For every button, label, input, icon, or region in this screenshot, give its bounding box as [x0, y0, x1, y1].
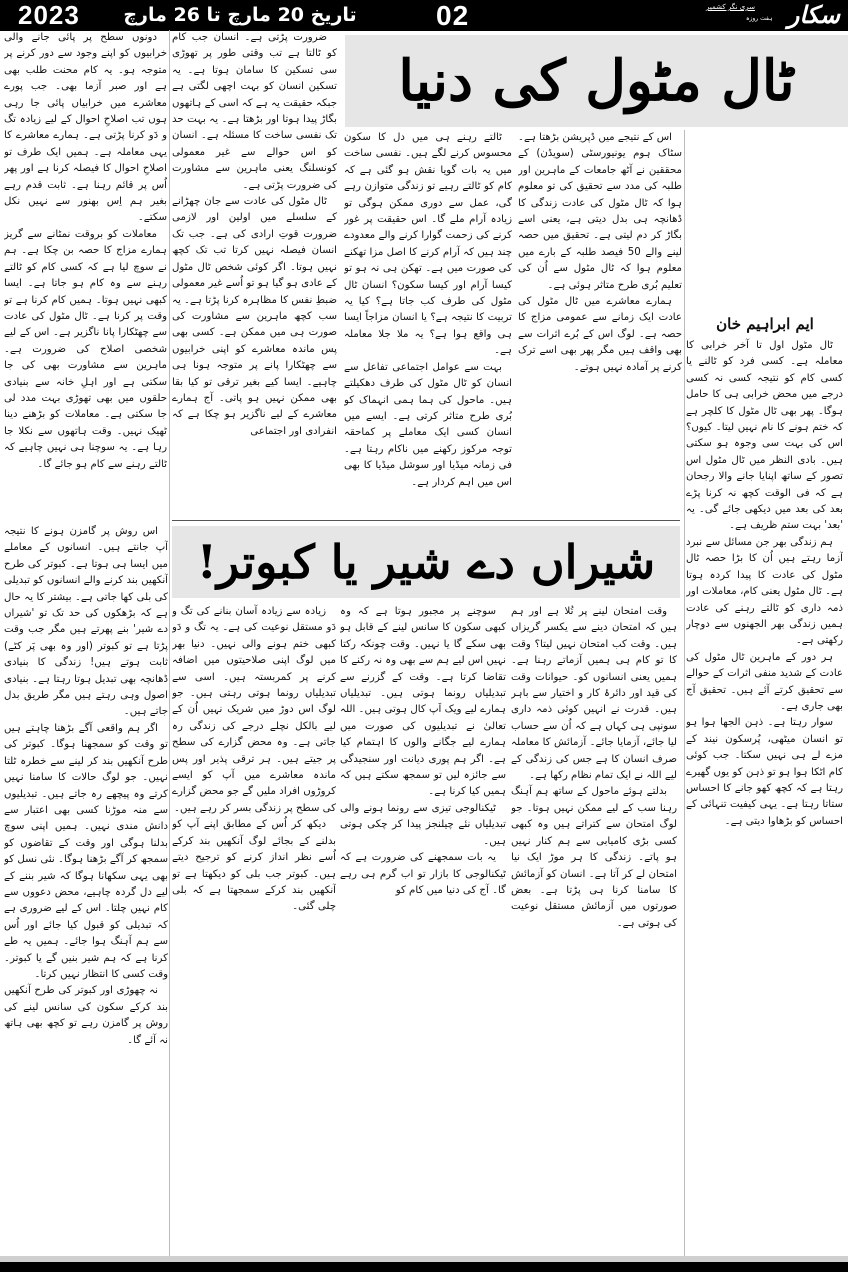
article2-paragraph: سوچنے پر مجبور ہوتا ہے کہ وہ کبھی سکون کا سانس لینے کے قابل ہو بھی سکے گا یا نہیں۔ وقت چونکہ رکتا نہیں اس لیے ہم سے بھی وہ نہ رکنے کا تقاضا کرتا ہے۔ وقت کے گزرنے سے تبدیلیاں رونما ہوتی ہیں۔ تبدیلیاں ہمارے لیے ویک اَپ کال ہوتی ہیں۔ اللہ تعالیٰ نے تبدیلیوں کی صورت میں ہمارے لیے جگانے والوں کا اہتمام کیا ہے۔ اگر ہم پوری دیانت اور سنجیدگی سے جائزہ لیں تو سمجھ سکتے ہیں کہ ہمیں کیا کرنا ہے۔ — [340, 606, 506, 798]
masthead-bar — [0, 0, 848, 31]
article1-headline: ٹال مٹول کی دنیا — [345, 35, 848, 127]
article1-column-1-text — [686, 338, 843, 1256]
article1-column-3 — [344, 130, 512, 512]
article1-paragraph: ٹالتے رہنے ہی میں دل کا سکون محسوس کرنے لگے ہیں۔ نفسی ساخت میں یہ بات گویا نقش ہو گئی ہے کہ کام کو ٹالتے رہیے تو زندگی متوازن رہے گی، عمل سے دوری ممکن ہوگی تو زیادہ آرام ملے گا۔ اس حقیقت پر غور کرنے کی زحمت گوارا کرنے والے معدودے چند ہیں کہ آرام کرنے کا اصل مزا تھکنے کی صورت میں ہے۔ تھکن ہی نہ ہو تو کیسا آرام اور کیسا سکون؟ انسان ٹال مٹول کی طرف کب جاتا ہے؟ کیا یہ تربیت کا نتیجہ ہے؟ یا انسان مزاجاً ایسا ہی واقع ہوا ہے؟ یہ ملا جلا معاملہ ہے۔ — [344, 132, 512, 357]
article1-paragraph: بہت سے عوامل اجتماعی تفاعل سے انسان کو ٹال مٹول کی طرف دھکیلتے ہیں۔ ماحول کی ہما ہمی انہماک کو بُری طرح متاثر کرتی ہے۔ ایسے میں انسان کسی ایک معاملے پر کماحقہ توجہ مرکوز رکھنے میں ناکام رہتا ہے۔ فی زمانہ میڈیا اور سوشل میڈیا کا بھی اس میں اہم کردار ہے۔ — [344, 361, 512, 488]
article2-column-3 — [172, 604, 336, 1244]
article1-paragraph: ہمارے معاشرے میں ٹال مٹول کی عادت ایک زمانے سے عمومی مزاج کا حصہ ہے۔ لوگ اس کے بُرے اثرات سے بھی واقف ہیں مگر پھر بھی اسے ترک کرنے پر آمادہ نہیں ہوتے۔ — [518, 296, 682, 373]
article1-paragraph: سوار رہتا ہے۔ ذہن الجھا ہوا ہو تو انسان میٹھی، پُرسکون نیند کے مزے لے ہی نہیں سکتا۔ جب کوئی کام اٹکا ہوا ہو تو ذہن کو یوں گھیرے رہتا ہے کہ کچھ کھو جانے کا احساس ستاتا رہتا ہے۔ یہی کیفیت تنہائی کے احساس کو بڑھاوا دیتی ہے۔ — [686, 717, 843, 827]
article2-paragraph: بدلتے ہوئے ماحول کے ساتھ ہم آہنگ رہنا سب کے لیے ممکن نہیں ہوتا۔ جو لوگ امتحان سے کتراتے ہیں وہ کبھی کسی بڑی کامیابی سے ہم کنار نہیں ہو پاتے۔ زندگی کا ہر موڑ ایک نیا امتحان لے کر آتا ہے۔ انسان کو آزمائش کا سامنا کرنا ہی پڑتا ہے۔ بعض صورتوں میں آزمائش مستقل نوعیت کی ہوتی ہے۔ — [511, 786, 677, 929]
article2-column-4 — [4, 524, 168, 1244]
article1-paragraph: ٹال مٹول اول تا آخر خرابی کا معاملہ ہے۔ کسی فرد کو ٹالنے یا کسی کام کو نتیجہ کسی نہ کسی درجے میں محض خرابی ہی کا حامل ہوگا۔ پھر بھی ٹال مٹول کا کلچر ہے کہ ختم ہونے کا نام نہیں لیتا۔ کیوں؟ اس کی بہت سی وجوہ ہو سکتی ہیں۔ بادی النظر میں ٹال مٹول اس تصور کے ساتھ اپنایا جانے والا رجحان ہے کہ فی الوقت کچھ نہ کرنا پڑے بعد کی بعد میں دیکھی جائے گی۔ یہ 'بعد' بہت ستم ظریف ہے۔ — [686, 340, 843, 532]
logo-subtitle: سری نگر کشمیر — [706, 3, 755, 11]
newspaper-logo — [700, 0, 848, 31]
article2-paragraph: ٹیکنالوجی تیزی سے رونما ہونے والی تبدیلیاں نئے چیلنجز پیدا کر چکی ہوتی ہیں۔ — [340, 802, 506, 847]
article1-column-4 — [172, 30, 337, 516]
issue-year: 2023 — [18, 0, 80, 30]
footer-bar — [0, 1262, 848, 1272]
article1-paragraph: اس کے نتیجے میں ڈپریشن بڑھتا ہے۔ سٹاک ہوم یونیورسٹی (سویڈن) کے محققین نے آٹھ جامعات کے ماہرین اور طلبہ کی مدد سے تحقیق کی تو معلوم ہوا کہ ٹال مٹول کی عادت زندگی کا ڈھانچہ ہی بدل دیتی ہے، یعنی اسے بگاڑ کر دم لیتی ہے۔ تحقیق میں حصہ لینے والے 50 فیصد طلبہ کے بارے میں معلوم ہوا کہ ٹال مٹول سے اُن کی تعلیم بُری طرح متاثر ہوئی ہے۔ — [518, 132, 682, 291]
article2-column-2 — [340, 604, 506, 1244]
page-number: 02 — [436, 0, 470, 31]
article2-paragraph: اگر ہم واقعی آگے بڑھنا چاہتے ہیں تو وقت کو سمجھنا ہوگا۔ کبوتر کی طرح آنکھیں بند کر لینے سے خطرہ ٹلتا نہیں۔ جو لوگ حالات کا سامنا نہیں کرتے وہ پیچھے رہ جاتے ہیں۔ تبدیلیوں سے منہ موڑنا کسی بھی اعتبار سے دانش مندی نہیں۔ ہمیں اپنی سوچ بدلنا ہوگی اور وقت کے تقاضوں کو سمجھ کر آگے بڑھنا ہوگا۔ نئی نسل کو بھی یہی سکھانا ہوگا کہ شیر بننے کے لیے دل گردہ چاہیے، محض دعووں سے کام نہیں چلتا۔ اس کے لیے ضروری ہے کہ تبدیلی کو قبول کیا جائے اور اُس سے ہم آہنگ ہوا جائے۔ ہمیں یہ طے کرنا ہے کہ ہم شیر بنیں گے یا کبوتر۔ وقت کسی کا انتظار نہیں کرتا۔ — [4, 722, 168, 980]
article-divider — [172, 520, 680, 521]
logo-tagline: ہفت روزہ — [746, 15, 773, 22]
article1-column-2 — [518, 130, 682, 512]
article1-paragraph: دونوں سطح پر پائی جانے والی خرابیوں کو اپنے وجود سے دور کرنے پر متوجہ ہو۔ یہ کام محنت طلب بھی ہے اور صبر آزما بھی۔ جب پورے معاشرے میں خرابیاں پائی جا رہی ہوں تب اصلاحِ احوال کے لیے زیادہ تگ و دَو کرنا پڑتی ہے۔ ہمارے معاشرے کا یہی معاملہ ہے۔ ہمیں ایک طرف تو اصلاحِ احوال کا فیصلہ کرنا ہے اور پھر اُس پر قائم رہنا ہے۔ ثابت قدم رہے بغیر ہم اِس بھنور سے نہیں نکل سکتے۔ — [4, 32, 167, 224]
article2-paragraph: زیادہ سے زیادہ آسان بنانے کی تگ و دَو مستقل نوعیت کی ہے۔ یہ تگ و دَو کبھی ختم ہونے والی نہیں۔ دنیا بھر میں لوگ اپنی صلاحیتوں میں اضافہ کرنے پر کمربستہ ہیں۔ اسی سے تبدیلیاں رونما ہوتی رہتی ہیں۔ جو لوگ اس دوڑ میں شریک نہیں اُن کے لیے بالکل نچلے درجے کی زندگی رہ جاتی ہے۔ وہ محض گزارے کی سطح پر جیتے ہیں۔ ہر ترقی پذیر اور پس ماندہ معاشرے میں آپ کو ایسے کروڑوں افراد ملیں گے جو محض گزارے کی سطح پر زندگی بسر کر رہے ہیں۔ — [172, 606, 336, 814]
column-divider — [169, 30, 170, 1256]
article1-column-5 — [4, 30, 167, 510]
article2-paragraph: دیکھ کر اُس کے مطابق اپنے آپ کو بدلنے کے بجائے لوگ آنکھیں بند کرکے اُسے نظر انداز کرنے کو ترجیح دیتے ہیں۔ کبوتر جب بلی کو دیکھتا ہے تو آنکھیں بند کرکے سمجھتا ہے کہ بلی چلی گئی۔ — [172, 819, 336, 913]
logo-title: سکار — [787, 0, 840, 29]
article1-paragraph: ہم زندگی بھر جن مسائل سے نبرد آزما رہتے ہیں اُن کا بڑا حصہ ٹال مٹول کی عادت کا پیدا کردہ ہوتا ہے۔ ٹال مٹول یعنی کام، معاملات اور ذمہ داری کو ٹالتے رہنے کی عادت ہمیں زندگی بھر الجھنوں سے دوچار رکھتی ہے۔ — [686, 536, 843, 647]
article2-headline: شیراں دے شیر یا کبوتر! — [172, 526, 680, 598]
article2-column-1 — [511, 604, 677, 1244]
article2-paragraph: نہ چھوڑی اور کبوتر کی طرح آنکھیں بند کرکے سکون کی سانس لینے کی روش پر گامزن رہے تو کچھ بھی ہاتھ نہ آئے گا۔ — [4, 985, 168, 1046]
column-divider — [684, 130, 685, 1256]
article1-paragraph: ہر دور کے ماہرین ٹال مٹول کی عادت کے شدید منفی اثرات کے حوالے سے تحقیق کرتے آئے ہیں۔ تحقیق آج بھی جاری ہے۔ — [686, 651, 843, 712]
article2-paragraph: یہ بات سمجھنے کی ضرورت ہے کہ ٹیکنالوجی کا بازار تو اب گرم ہی رہے گا۔ آج کی دنیا میں کام کو — [340, 852, 506, 896]
issue-date-range: تاریخ 20 مارچ تا 26 مارچ — [123, 4, 357, 26]
article1-paragraph: معاملات کو بروقت نمٹانے سے گریز ہمارے مزاج کا حصہ بن چکا ہے۔ ہم نے سوچ لیا ہے کہ کسی کام کو ٹالتے رہنے سے وہ کام ہو جاتا ہے۔ ایسا کبھی نہیں ہوتا۔ ہمیں کام کرنا ہے تو وقت پر کرنا ہے۔ ٹال مٹول کی عادت سے چھٹکارا پانا ناگزیر ہے۔ اس کے لیے شخصی اصلاح کی ضرورت ہے۔ ماہرین سے مشاورت بھی کی جا سکتی ہے اور اہلِ خانہ سے بنیادی حلقوں میں بھی تھوڑی بہت مدد لی جا سکتی ہے۔ معاملات کو بڑھنے دینا ٹھیک نہیں۔ وقت ہاتھوں سے نکلا جا رہا ہے۔ یہ سوچنا ہی نہیں چاہیے کہ ٹالتے رہنے سے کام ہو جائے گا۔ — [4, 228, 167, 470]
article1-author: ایم ابراہیم خان — [716, 315, 814, 333]
article2-paragraph: اس روش پر گامزن ہونے کا نتیجہ آپ جانتے ہیں۔ انسانوں کے معاملے میں ایسا ہی ہوتا ہے۔ کبوتر کی طرح آنکھیں بند کرنے والے انسانوں کو تبدیلی کی بلی کھا جاتی ہے۔ بیشتر کا یہ حال ہے کہ بڑھکوں کی حد تک تو 'شیراں دے شیر' بنے پھرتے ہیں مگر جب وقت پڑتا ہے تو کبوتر (اور وہ بھی پَر کٹے) ثابت ہوتے ہیں! زندگی کا بنیادی ڈھانچہ بھی تبدیل ہوتا رہتا ہے۔ بنیادی اصول وہی رہتے ہیں مگر طریق بدل جاتے ہیں۔ — [4, 526, 168, 718]
article2-paragraph: وقت امتحان لینے پر تُلا ہے اور ہم ہیں کہ امتحان دینے سے یکسر گریزاں ہیں۔ وقت کب امتحان نہیں لیتا؟ وقت کا تو کام ہی ہمیں آزماتے رہنا ہے۔ ہمیں یعنی انسانوں کو۔ حیوانات وقت کی قید اور دائرۂ کار و اختیار سے باہر ہیں۔ قدرت نے انہیں کوئی ذمہ داری سونپی ہی کہاں ہے کہ اُن سے حساب لیا جائے، آزمایا جائے۔ آزمائش کا معاملہ صرف انسان کا ہے جس کی زندگی کے لیے اللہ نے ایک تمام نظام رکھا ہے۔ — [511, 606, 677, 782]
article1-paragraph: ٹال مٹول کی عادت سے جان چھڑانے کے سلسلے میں اولین اور لازمی ضرورت قوتِ ارادی کی ہے۔ جب تک انسان فیصلہ نہیں کرتا تب تک کچھ نہیں ہوتا۔ اگر کوئی شخص ٹال مٹول کے عادی ہو گیا ہو تو اُسے غیر معمولی ضبطِ نفس کا مظاہرہ کرنا پڑتا ہے۔ یہ سب کچھ ماہرین سے مشاورت کی صورت ہی میں ممکن ہے۔ کسی بھی پس ماندہ معاشرے کو اپنی خرابیوں سے چھٹکارا پانے پر متوجہ ہونا ہی چاہیے۔ ایسا کیے بغیر ترقی تو کیا بقا بھی ممکن نہیں ہو پاتی۔ آج ہمارے معاشرے کے لیے ناگزیر ہو چکا ہے کہ انفرادی اور اجتماعی — [172, 196, 337, 437]
article1-paragraph: ضرورت پڑتی ہے۔ انسان جب کام کو ٹالتا ہے تب وقتی طور پر تھوڑی سی تسکین کا سامان ہوتا ہے۔ یہ تسکین انسان کو بہت اچھی لگتی ہے جبکہ حقیقت یہ ہے کہ اسی کے ہاتھوں بگاڑ پیدا ہوتا اور بڑھتا ہے۔ یہ بہت حد تک نفسی ساخت کا مسئلہ ہے۔ انسان کو اس حوالے سے غیر معمولی کونسلنگ یعنی ماہرین سے مشاورت کی ضرورت پڑتی ہے۔ — [172, 32, 337, 191]
